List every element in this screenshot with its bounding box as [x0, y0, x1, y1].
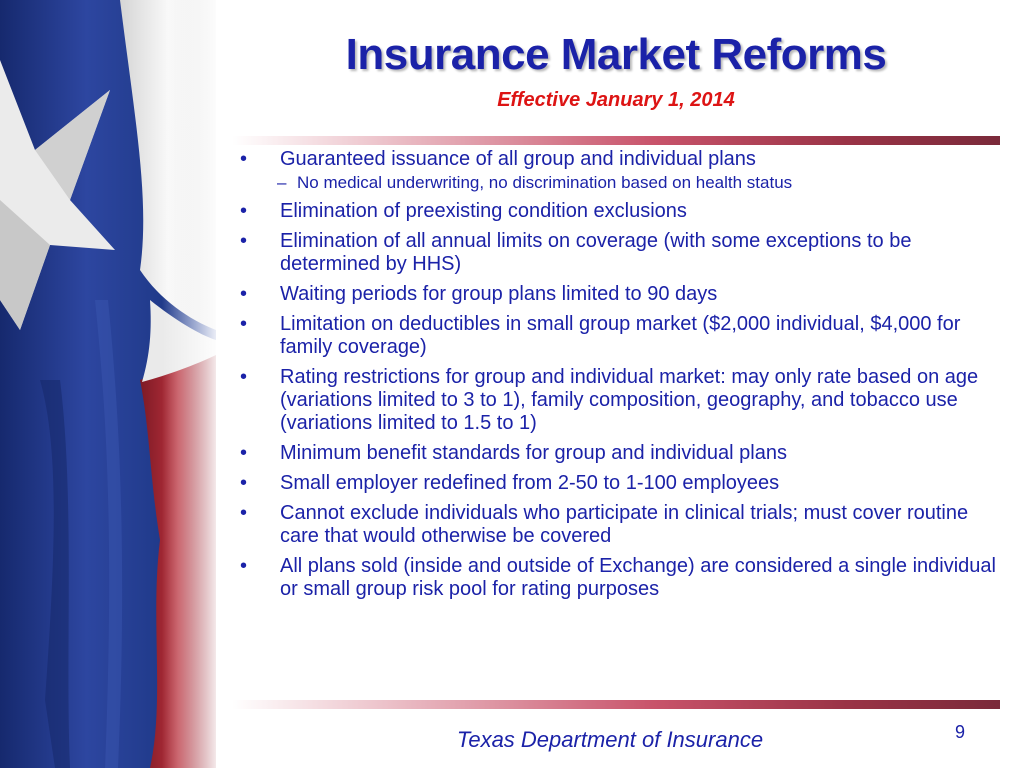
bullet-item: • Elimination of all annual limits on coverage (with some exceptions to be determined by HHS) [240, 230, 1000, 276]
bullet-item: • Small employer redefined from 2-50 to 1-100 employees [240, 472, 1000, 495]
bullet-item: • Waiting periods for group plans limited to 90 days [240, 283, 1000, 306]
bullet-item: • All plans sold (inside and outside of Exchange) are considered a single individual or small group risk pool for rating purposes [240, 555, 1000, 601]
footer-organization: Texas Department of Insurance [456, 727, 764, 752]
bullet-item: • Minimum benefit standards for group and individual plans [240, 442, 1000, 465]
sub-bullet-item: – No medical underwriting, no discrimination based on health status [240, 173, 1000, 193]
texas-flag-image [0, 0, 216, 768]
page-number: 9 [954, 722, 965, 742]
bullet-item: • Limitation on deductibles in small group market ($2,000 individual, $4,000 for family coverage) [240, 313, 1000, 359]
bullet-item: • Rating restrictions for group and individual market: may only rate based on age (variations limited to 3 to 1), family composition, geography, and tobacco use (variations limited to 1.5 to 1) [240, 366, 1000, 435]
bullet-item: • Guaranteed issuance of all group and individual plans [240, 148, 1000, 171]
bullet-list [240, 148, 1000, 608]
top-divider [232, 136, 1000, 145]
bullet-item: • Elimination of preexisting condition exclusions [240, 200, 1000, 223]
bottom-divider [232, 700, 1000, 709]
bullet-item: • Cannot exclude individuals who participate in clinical trials; must cover routine care that would otherwise be covered [240, 502, 1000, 548]
slide-title: Insurance Market Reforms [345, 30, 887, 79]
slide-subtitle: Effective January 1, 2014 [497, 89, 735, 111]
